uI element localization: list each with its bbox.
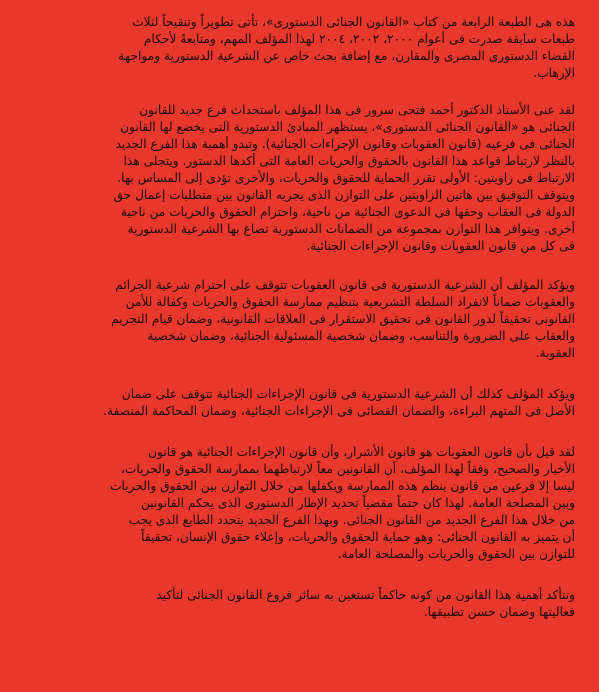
text-line: طبعات سابقة صدرت فى أعوام ٢٠٠٠، ٢٠٠٢، ٢٠٠٤ لهذا المؤلف المهم، ومتابعةً لأحكام: [143, 32, 575, 46]
text-line: العقوبة.: [535, 346, 575, 360]
text-line: الأصل فى المتهم البراءة، والضمان القضائى فى الإجراءات الجنائية، وضمان المحاكمة المنصفة.: [103, 404, 575, 418]
text-line: الجنائى هو «القانون الجنائى الدستورى»، يستظهر المبادئ الدستورية التى يخضع لها القانون: [120, 120, 575, 134]
text-line: هذه هى الطبعة الرابعة من كتاب «القانون الجنائى الدستورى»، تأتى تطويراً وتنقيحاً لثلاث: [132, 15, 575, 29]
paragraph-conclusion: [26, 587, 575, 621]
text-line: أخرى. ويتوافر هذا التوازن بمجموعة من الضمانات الدستورية تصاغ بها الشرعية الدستورية: [127, 222, 575, 236]
text-line: القضاء الدستورى المصرى والمقارن، مع إضافة بحث خاص عن الشرعية الدستورية ومواجهة: [118, 49, 575, 63]
text-line: وبين المصلحة العامة. لهذا كان حتماً مقضياً تحديد الإطار الدستورى الذى يحكم القانونين: [140, 496, 575, 510]
text-line: وتتأكد أهمية هذا القانون من كونه حاكماً تستعين به سائر فروع القانون الجنائى لتأكيد: [156, 588, 575, 602]
text-line: للتوازن بين الحقوق والحريات والمصلحة العامة.: [337, 547, 575, 561]
text-line: لقد قيل بأن قانون العقوبات هو قانون الأشرار، وأن قانون الإجراءات الجنائية هو قانون: [148, 445, 575, 459]
text-line: من خلال هذا الفرع الجديد من القانون الجنائى. وبهذا الفرع الجديد يتحدد الطابع الذى يجب: [128, 513, 575, 527]
text-line: والعقوبات ضماناً لانفراد السلطة التشريعية بتنظيم ممارسة الحقوق والحريات وكفالة للأمن: [125, 295, 575, 309]
text-line: ويؤكد المؤلف كذلك أن الشرعية الدستورية فى قانون الإجراءات الجنائية تتوقف على ضمان: [121, 387, 575, 401]
text-line: بالنظر لارتباط قواعد هذا القانون بالحقوق والحريات العامة التى أكدها الدستور. ويتجلى هذا: [123, 154, 575, 168]
text-line: الجنائى فى فرعيه (قانون العقوبات وقانون الإجراءات الجنائية). وتبدو أهمية هذا الفرع الجديد: [115, 137, 575, 151]
paragraph-new-branch: [26, 102, 575, 255]
text-line: فعاليتها وضمان حسن تطبيقها.: [423, 605, 575, 619]
text-line: ويتوقف التوفيق بين هاتين الزاويتين على التوازن الذى يجريه القانون بين متطلبات إعمال حق: [113, 188, 575, 202]
paragraph-intro: [26, 14, 575, 82]
text-line: الأخيار والصحيح، وفقاً لهذا المؤلف، أن القانونين معاً لارتباطهما بممارسة الحقوق والحريات،: [120, 462, 575, 476]
paragraph-procedure-code: [26, 386, 575, 420]
text-line: الارتباط فى زاويتين: الأولى تقرر الحماية للحقوق والحريات، والأخرى تؤدى إلى المساس بها.: [117, 171, 575, 185]
text-line: لقد عنى الأستاذ الدكتور أحمد فتحى سرور فى هذا المؤلف باستحداث فرع جديد للقانون: [139, 103, 575, 117]
text-line: القانونى تحقيقاً لدور القانون فى تحقيق الاستقرار فى العلاقات القانونية، وضمان قيام التجريم: [111, 312, 575, 326]
text-line: فى كل من قانون العقوبات وقانون الإجراءات الجنائية.: [306, 239, 575, 253]
paragraph-two-laws: [26, 444, 575, 563]
text-line: أن يتميز به القانون الجنائى: وهو حماية الحقوق والحريات، وإعلاء حقوق الإنسان، تحقيقاً: [141, 530, 575, 544]
text-line: الإرهاب.: [533, 66, 575, 80]
text-line: ليسا إلا فرعين من قانون ينظم هذه الممارسة ويكفلها من خلال التوازن بين الحقوق والحريات: [110, 479, 575, 493]
text-line: ويؤكد المؤلف أن الشرعية الدستورية فى قانون العقوبات تتوقف على احترام شرعية الجرائم: [115, 278, 575, 292]
paragraph-penal-code: [26, 277, 575, 362]
text-line: والعقاب على الضرورة والتناسب، وضمان شخصية المسئولية الجنائية، وضمان شخصية: [147, 329, 575, 343]
text-line: الدولة فى العقاب وحقها فى الدعوى الجنائية من ناحية، واحترام الحقوق والحريات من ناحية: [120, 205, 575, 219]
